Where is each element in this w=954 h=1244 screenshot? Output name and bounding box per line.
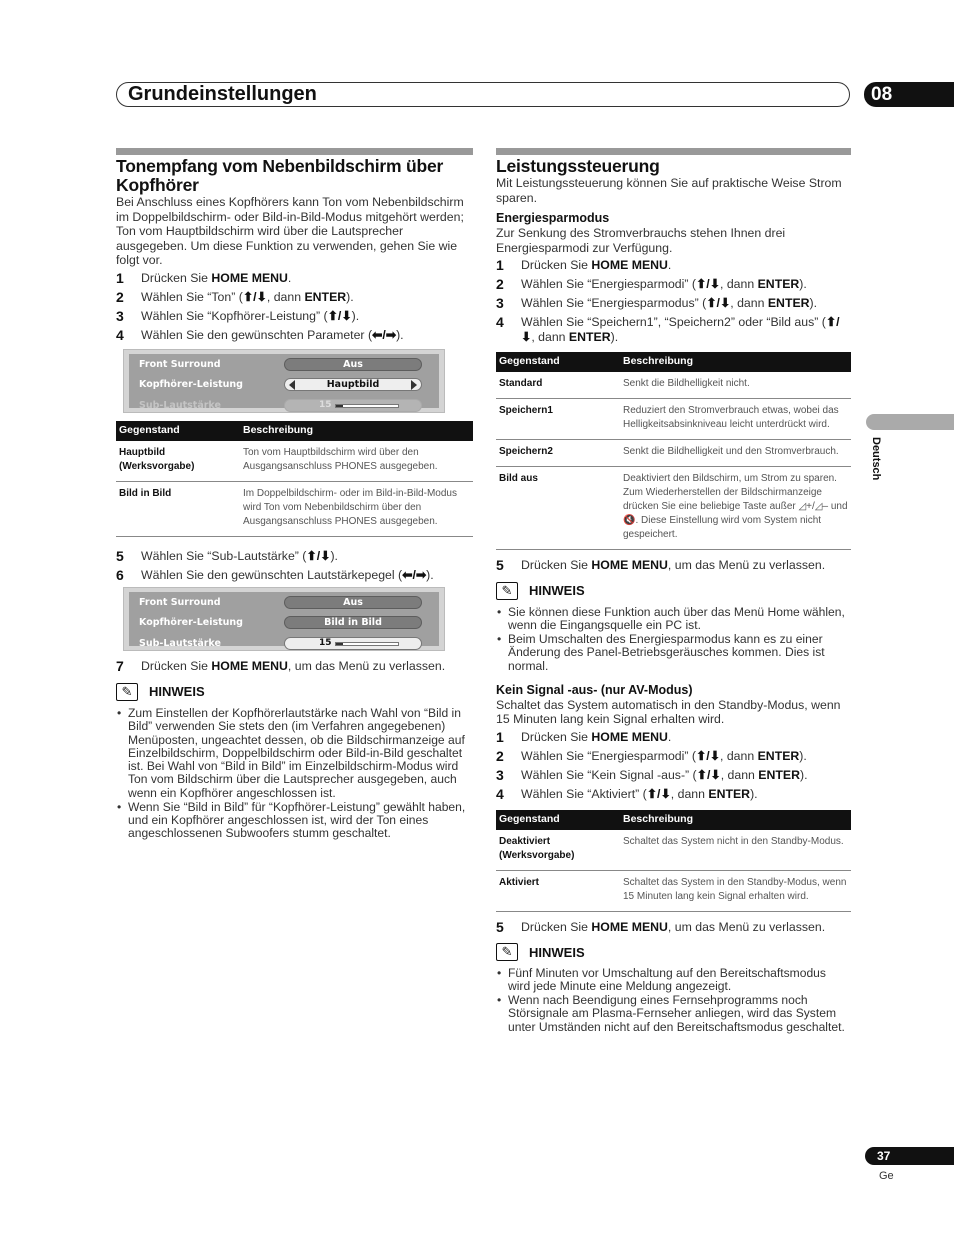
section-heading: Leistungssteuerung [496, 156, 660, 176]
note-header [496, 582, 851, 600]
note-list [116, 707, 473, 840]
table-item-cell: Speichern2 [496, 440, 620, 467]
step-item [496, 558, 851, 573]
osd-value-text: Aus [343, 597, 363, 609]
step-text-pre: Wählen Sie “Sub-Lautstärke” ( [141, 549, 307, 564]
step-text-post: ). [330, 549, 338, 564]
table-desc-cell: Deaktiviert den Bildschirm, um Strom zu sparen. Zum Wiederherstellen der Bildschirmanzeige drücken Sie eine beliebige Taste außer ◿+/◿– und 🔇. Diese Einstellung wird vom System nicht gespeichert. [620, 467, 851, 550]
step-text [521, 296, 817, 311]
osd-menu-label: Front Surround [139, 359, 221, 371]
step-text [141, 271, 291, 286]
no-signal-table [496, 810, 851, 912]
arrow-keys-icon: ⬆/⬇ [521, 315, 840, 344]
language-tab [866, 414, 954, 430]
osd-menu-label: Kopfhörer-Leistung [139, 379, 243, 391]
osd-menu-label: Sub-Lautstärke [139, 400, 221, 412]
step-item [116, 328, 473, 343]
table-row [116, 482, 473, 537]
subsection-intro: Schaltet das System automatisch in den Standby-Modus, wenn 15 Minuten lang kein Signal erhalten wird. [496, 697, 841, 727]
step-text-pre: Wählen Sie “Energiesparmodus” ( [521, 296, 707, 311]
osd-slider-value: 15 [319, 638, 332, 649]
parameter-table [116, 421, 473, 537]
osd-menu-value [284, 616, 422, 629]
step-number: 1 [496, 257, 504, 274]
table-row [496, 467, 851, 550]
steps-list [116, 659, 473, 674]
table-desc-cell: Senkt die Bildhelligkeit und den Stromverbrauch. [620, 440, 851, 467]
button-name: HOME MENU [211, 659, 288, 674]
step-text-pre: Wählen Sie “Energiesparmodi” ( [521, 749, 696, 764]
chapter-number: 08 [864, 82, 954, 107]
page-number: 37 [865, 1147, 954, 1165]
step-text-post: ). [799, 277, 807, 292]
step-text-post: . [287, 270, 292, 285]
step-item [116, 659, 473, 674]
table-header-row [496, 810, 851, 830]
step-item [116, 549, 473, 564]
table-item-cell: Aktiviert [496, 870, 620, 911]
osd-slider-bar [335, 642, 399, 646]
table-header-cell: Beschreibung [620, 352, 851, 372]
step-number: 1 [116, 269, 124, 286]
step-number: 7 [116, 658, 124, 675]
step-number: 4 [496, 786, 504, 803]
section-rule [496, 148, 851, 155]
step-text-post: . [667, 258, 672, 273]
steps-list [116, 271, 473, 343]
step-text-mid: , dann [720, 277, 758, 292]
note-item: • Wenn Sie “Bild in Bild” für “Kopfhörer-Leistung” gewählt haben, und ein Kopfhörer angeschlossen ist, wird der Ton eines angeschlossenen Subwoofers stumm geschaltet. [116, 801, 473, 841]
step-text-pre: Drücken Sie [521, 730, 592, 745]
step-text [521, 730, 671, 745]
steps-list [496, 558, 851, 573]
step-text-pre: Drücken Sie [141, 270, 212, 285]
step-text [521, 749, 807, 764]
step-text-pre: Drücken Sie [521, 258, 592, 273]
step-text-pre: Wählen Sie “Ton” ( [141, 289, 243, 304]
step-text [141, 568, 434, 583]
step-text [521, 768, 808, 783]
power-mode-table [496, 352, 851, 550]
arrow-keys-icon: ⬆/⬇ [695, 277, 720, 292]
table-item-cell: Bild in Bild [116, 482, 240, 537]
step-item [496, 730, 851, 745]
note-title: HINWEIS [529, 583, 585, 599]
arrow-keys-icon: ⬅/➡ [372, 327, 397, 342]
step-text-post: ). [610, 329, 619, 344]
button-name: HOME MENU [211, 270, 288, 285]
step-item [496, 749, 851, 764]
step-text-post: ). [351, 308, 360, 323]
table-row [496, 440, 851, 467]
section-heading: Tonempfang vom Nebenbildschirm über Kopfhörer [116, 156, 444, 195]
subheading: Kein Signal -aus- (nur AV-Modus) [496, 682, 693, 697]
step-item [496, 920, 851, 935]
table-desc-cell: Im Doppelbildschirm- oder im Bild-in-Bild-Modus wird Ton vom Nebenbildschirm über den Ausgangsanschluss PHONES ausgegeben. [240, 482, 473, 537]
steps-list [496, 730, 851, 802]
step-text-post: ). [799, 768, 808, 783]
table-row [496, 399, 851, 440]
step-number: 5 [496, 557, 504, 574]
arrow-keys-icon: ⬆/⬇ [695, 749, 720, 764]
osd-slider-value: 15 [319, 400, 332, 411]
step-text [521, 258, 671, 273]
button-name: HOME MENU [591, 258, 668, 273]
step-item [496, 787, 851, 802]
osd-panel-inner [129, 354, 439, 412]
table-header-cell: Beschreibung [620, 810, 851, 830]
button-name: ENTER [767, 296, 810, 311]
osd-menu-value [284, 399, 422, 412]
table-desc-cell: Reduziert den Stromverbrauch etwas, wobei das Helligkeitsabsinkniveau leicht unterdrückt wird. [620, 399, 851, 440]
step-number: 3 [116, 307, 124, 324]
step-text-pre: Drücken Sie [521, 919, 592, 934]
step-item [116, 271, 473, 286]
left-column [116, 148, 473, 841]
osd-menu-label: Sub-Lautstärke [139, 638, 221, 650]
button-name: ENTER [758, 768, 800, 783]
step-item [116, 568, 473, 583]
table-header-row [116, 421, 473, 441]
step-text-pre: Wählen Sie “Speichern1”, “Speichern2” oder “Bild aus” ( [521, 315, 826, 330]
step-text-post: ). [750, 787, 758, 802]
step-number: 3 [496, 767, 504, 784]
step-item [496, 258, 851, 273]
section-intro: Mit Leistungssteuerung können Sie auf praktische Weise Strom sparen. [496, 176, 842, 205]
step-item [116, 290, 473, 305]
table-item-cell: Speichern1 [496, 399, 620, 440]
step-number: 2 [496, 276, 504, 293]
step-text-mid: , dann [720, 749, 758, 764]
step-text [521, 315, 851, 344]
step-text [141, 290, 354, 305]
step-text [521, 920, 825, 935]
table-item-cell: Deaktiviert (Werksvorgabe) [496, 830, 620, 871]
note-header [496, 943, 851, 961]
step-number: 1 [496, 729, 504, 746]
step-text-post: ). [799, 749, 807, 764]
osd-menu-label: Front Surround [139, 597, 221, 609]
step-item [116, 309, 473, 324]
step-text-mid: , dann [531, 329, 569, 344]
table-desc-cell: Schaltet das System in den Standby-Modus, wenn 15 Minuten lang kein Signal erhalten wird. [620, 870, 851, 911]
note-item: • Zum Einstellen der Kopfhörerlautstärke nach Wahl von “Bild in Bild” verwenden Sie stets den (im Verfahren angegebenen) Menüposten, ungeachtet dessen, ob die Bildschirmanzeige auf Einzelbildschirm, Doppelbildschirm oder Bild-in-Bild geschaltet ist. Bei Wahl von “Bild in Bild” im Einzelbildschirm-Modus wird Ton vom Bildschirm über die Lautsprecher ausgegeben, auch wenn ein Kopfhörer angeschlossen ist. [116, 707, 473, 800]
note-item: • Beim Umschalten des Energiesparmodus kann es zu einer Änderung des Panel-Betriebsgeräusches kommen. Dies ist normal. [496, 633, 851, 673]
step-text [521, 787, 758, 802]
step-text-pre: Drücken Sie [521, 558, 592, 573]
step-text-mid: , dann [670, 787, 709, 802]
step-number: 6 [116, 567, 124, 584]
step-number: 5 [496, 918, 504, 935]
step-text-post: ). [426, 568, 434, 583]
language-label: Deutsch [870, 437, 882, 481]
step-text-pre: Drücken Sie [141, 659, 212, 674]
table-desc-cell: Ton vom Hauptbildschirm wird über den Ausgangsanschluss PHONES ausgegeben. [240, 441, 473, 482]
step-text [141, 549, 338, 564]
button-name: HOME MENU [591, 730, 668, 745]
osd-value-text: Aus [343, 359, 363, 371]
step-text-mid: , dann [730, 296, 768, 311]
note-pencil-icon: ✎ [496, 943, 518, 961]
arrow-keys-icon: ⬆/⬇ [327, 308, 352, 323]
step-text-post: , um das Menü zu verlassen. [667, 558, 826, 573]
step-item [496, 296, 851, 311]
step-text-pre: Wählen Sie “Aktiviert” ( [521, 787, 647, 802]
note-item: • Wenn nach Beendigung eines Fernsehprogramms noch Störsignale am Plasma-Fernseher anliegen, wird das System unter Umständen nicht auf den Bereitschaftsmodus geschaltet. [496, 994, 851, 1034]
table-desc-cell: Schaltet das System nicht in den Standby-Modus. [620, 830, 851, 871]
step-text-post: ). [396, 327, 404, 342]
arrow-keys-icon: ⬆/⬇ [242, 289, 267, 304]
step-text [521, 558, 825, 573]
step-text [141, 659, 445, 674]
button-name: HOME MENU [591, 919, 668, 934]
right-column [496, 148, 851, 1035]
step-text [521, 277, 807, 292]
page-language-code: Ge [879, 1170, 894, 1182]
osd-panel-inner [129, 592, 439, 650]
table-header-row [496, 352, 851, 372]
osd-left-arrow-icon [289, 380, 295, 390]
table-header-cell: Gegenstand [116, 421, 240, 441]
osd-menu-label: Kopfhörer-Leistung [139, 617, 243, 629]
section-intro: Bei Anschluss eines Kopfhörers kann Ton vom Nebenbildschirm im Doppelbildschirm- oder Bild-in-Bild-Modus mitgehört werden; Ton vom Hauptbildschirm wird über die Lautsprecher ausgegeben. Um diese Funktion zu verwenden, gehen Sie wie folgt vor. [116, 195, 464, 268]
step-text [141, 309, 359, 324]
steps-list [116, 549, 473, 583]
step-text [141, 328, 404, 343]
table-header-cell: Gegenstand [496, 810, 620, 830]
table-item-cell: Standard [496, 372, 620, 399]
arrow-keys-icon: ⬆/⬇ [696, 768, 721, 783]
osd-right-arrow-icon [411, 380, 417, 390]
table-row [496, 372, 851, 399]
step-item [496, 277, 851, 292]
arrow-keys-icon: ⬆/⬇ [706, 296, 731, 311]
step-text-post: , um das Menü zu verlassen. [667, 919, 826, 934]
step-text-post: ). [346, 289, 354, 304]
step-text-mid: , dann [720, 768, 759, 783]
step-number: 4 [116, 326, 124, 343]
table-header-cell: Beschreibung [240, 421, 473, 441]
note-list [496, 606, 851, 673]
osd-slider-bar [335, 404, 399, 408]
table-row [496, 870, 851, 911]
note-pencil-icon: ✎ [116, 683, 138, 701]
arrow-keys-icon: ⬆/⬇ [306, 549, 331, 564]
step-text-pre: Wählen Sie den gewünschten Lautstärkepegel ( [141, 568, 403, 583]
table-item-cell: Hauptbild (Werksvorgabe) [116, 441, 240, 482]
step-number: 2 [496, 748, 504, 765]
table-row [496, 830, 851, 871]
subheading: Energiesparmodus [496, 211, 610, 226]
arrow-keys-icon: ⬅/➡ [402, 568, 427, 583]
note-header [116, 683, 473, 701]
step-text-post: , um das Menü zu verlassen. [287, 659, 446, 674]
note-title: HINWEIS [529, 944, 585, 960]
step-text-post: . [667, 730, 672, 745]
chapter-title: Grundeinstellungen [128, 83, 317, 105]
osd-slider-fill [336, 643, 343, 645]
note-title: HINWEIS [149, 684, 205, 700]
button-name: ENTER [757, 277, 800, 292]
button-name: ENTER [304, 289, 347, 304]
steps-list [496, 258, 851, 344]
step-text-pre: Wählen Sie “Kopfhörer-Leistung” ( [141, 308, 328, 323]
step-text-mid: , dann [266, 289, 305, 304]
step-item [496, 768, 851, 783]
note-list [496, 967, 851, 1034]
subsection-intro: Zur Senkung des Stromverbrauchs stehen Ihnen drei Energiesparmodi zur Verfügung. [496, 226, 786, 255]
arrow-keys-icon: ⬆/⬇ [646, 787, 671, 802]
osd-slider-fill [336, 405, 343, 407]
step-text-pre: Wählen Sie “Kein Signal -aus-” ( [521, 768, 697, 783]
step-number: 5 [116, 548, 124, 565]
osd-menu-value [284, 378, 422, 391]
osd-menu-value [284, 358, 422, 371]
section-rule [116, 148, 473, 155]
osd-value-text: Bild in Bild [324, 617, 382, 629]
note-item: • Fünf Minuten vor Umschaltung auf den Bereitschaftsmodus wird jede Minute eine Meldung angezeigt. [496, 967, 851, 994]
steps-list [496, 920, 851, 935]
step-text-pre: Wählen Sie den gewünschten Parameter ( [141, 327, 373, 342]
step-number: 4 [496, 314, 504, 331]
button-name: ENTER [708, 787, 751, 802]
button-name: ENTER [568, 329, 611, 344]
osd-menu-value [284, 637, 422, 650]
step-text-post: ). [809, 296, 818, 311]
table-item-cell: Bild aus [496, 467, 620, 550]
osd-menu-value [284, 596, 422, 609]
note-pencil-icon: ✎ [496, 582, 518, 600]
step-number: 2 [116, 288, 124, 305]
osd-menu-2 [123, 587, 445, 651]
osd-value-text: Hauptbild [326, 379, 380, 391]
note-item: • Sie können diese Funktion auch über das Menü Home wählen, wenn die Eingangsquelle ein PC ist. [496, 606, 851, 633]
table-header-cell: Gegenstand [496, 352, 620, 372]
step-text-pre: Wählen Sie “Energiesparmodi” ( [521, 277, 696, 292]
button-name: HOME MENU [591, 558, 668, 573]
table-row [116, 441, 473, 482]
step-number: 3 [496, 295, 504, 312]
osd-menu-1 [123, 349, 445, 413]
table-desc-cell: Senkt die Bildhelligkeit nicht. [620, 372, 851, 399]
step-item [496, 315, 851, 344]
button-name: ENTER [757, 749, 800, 764]
